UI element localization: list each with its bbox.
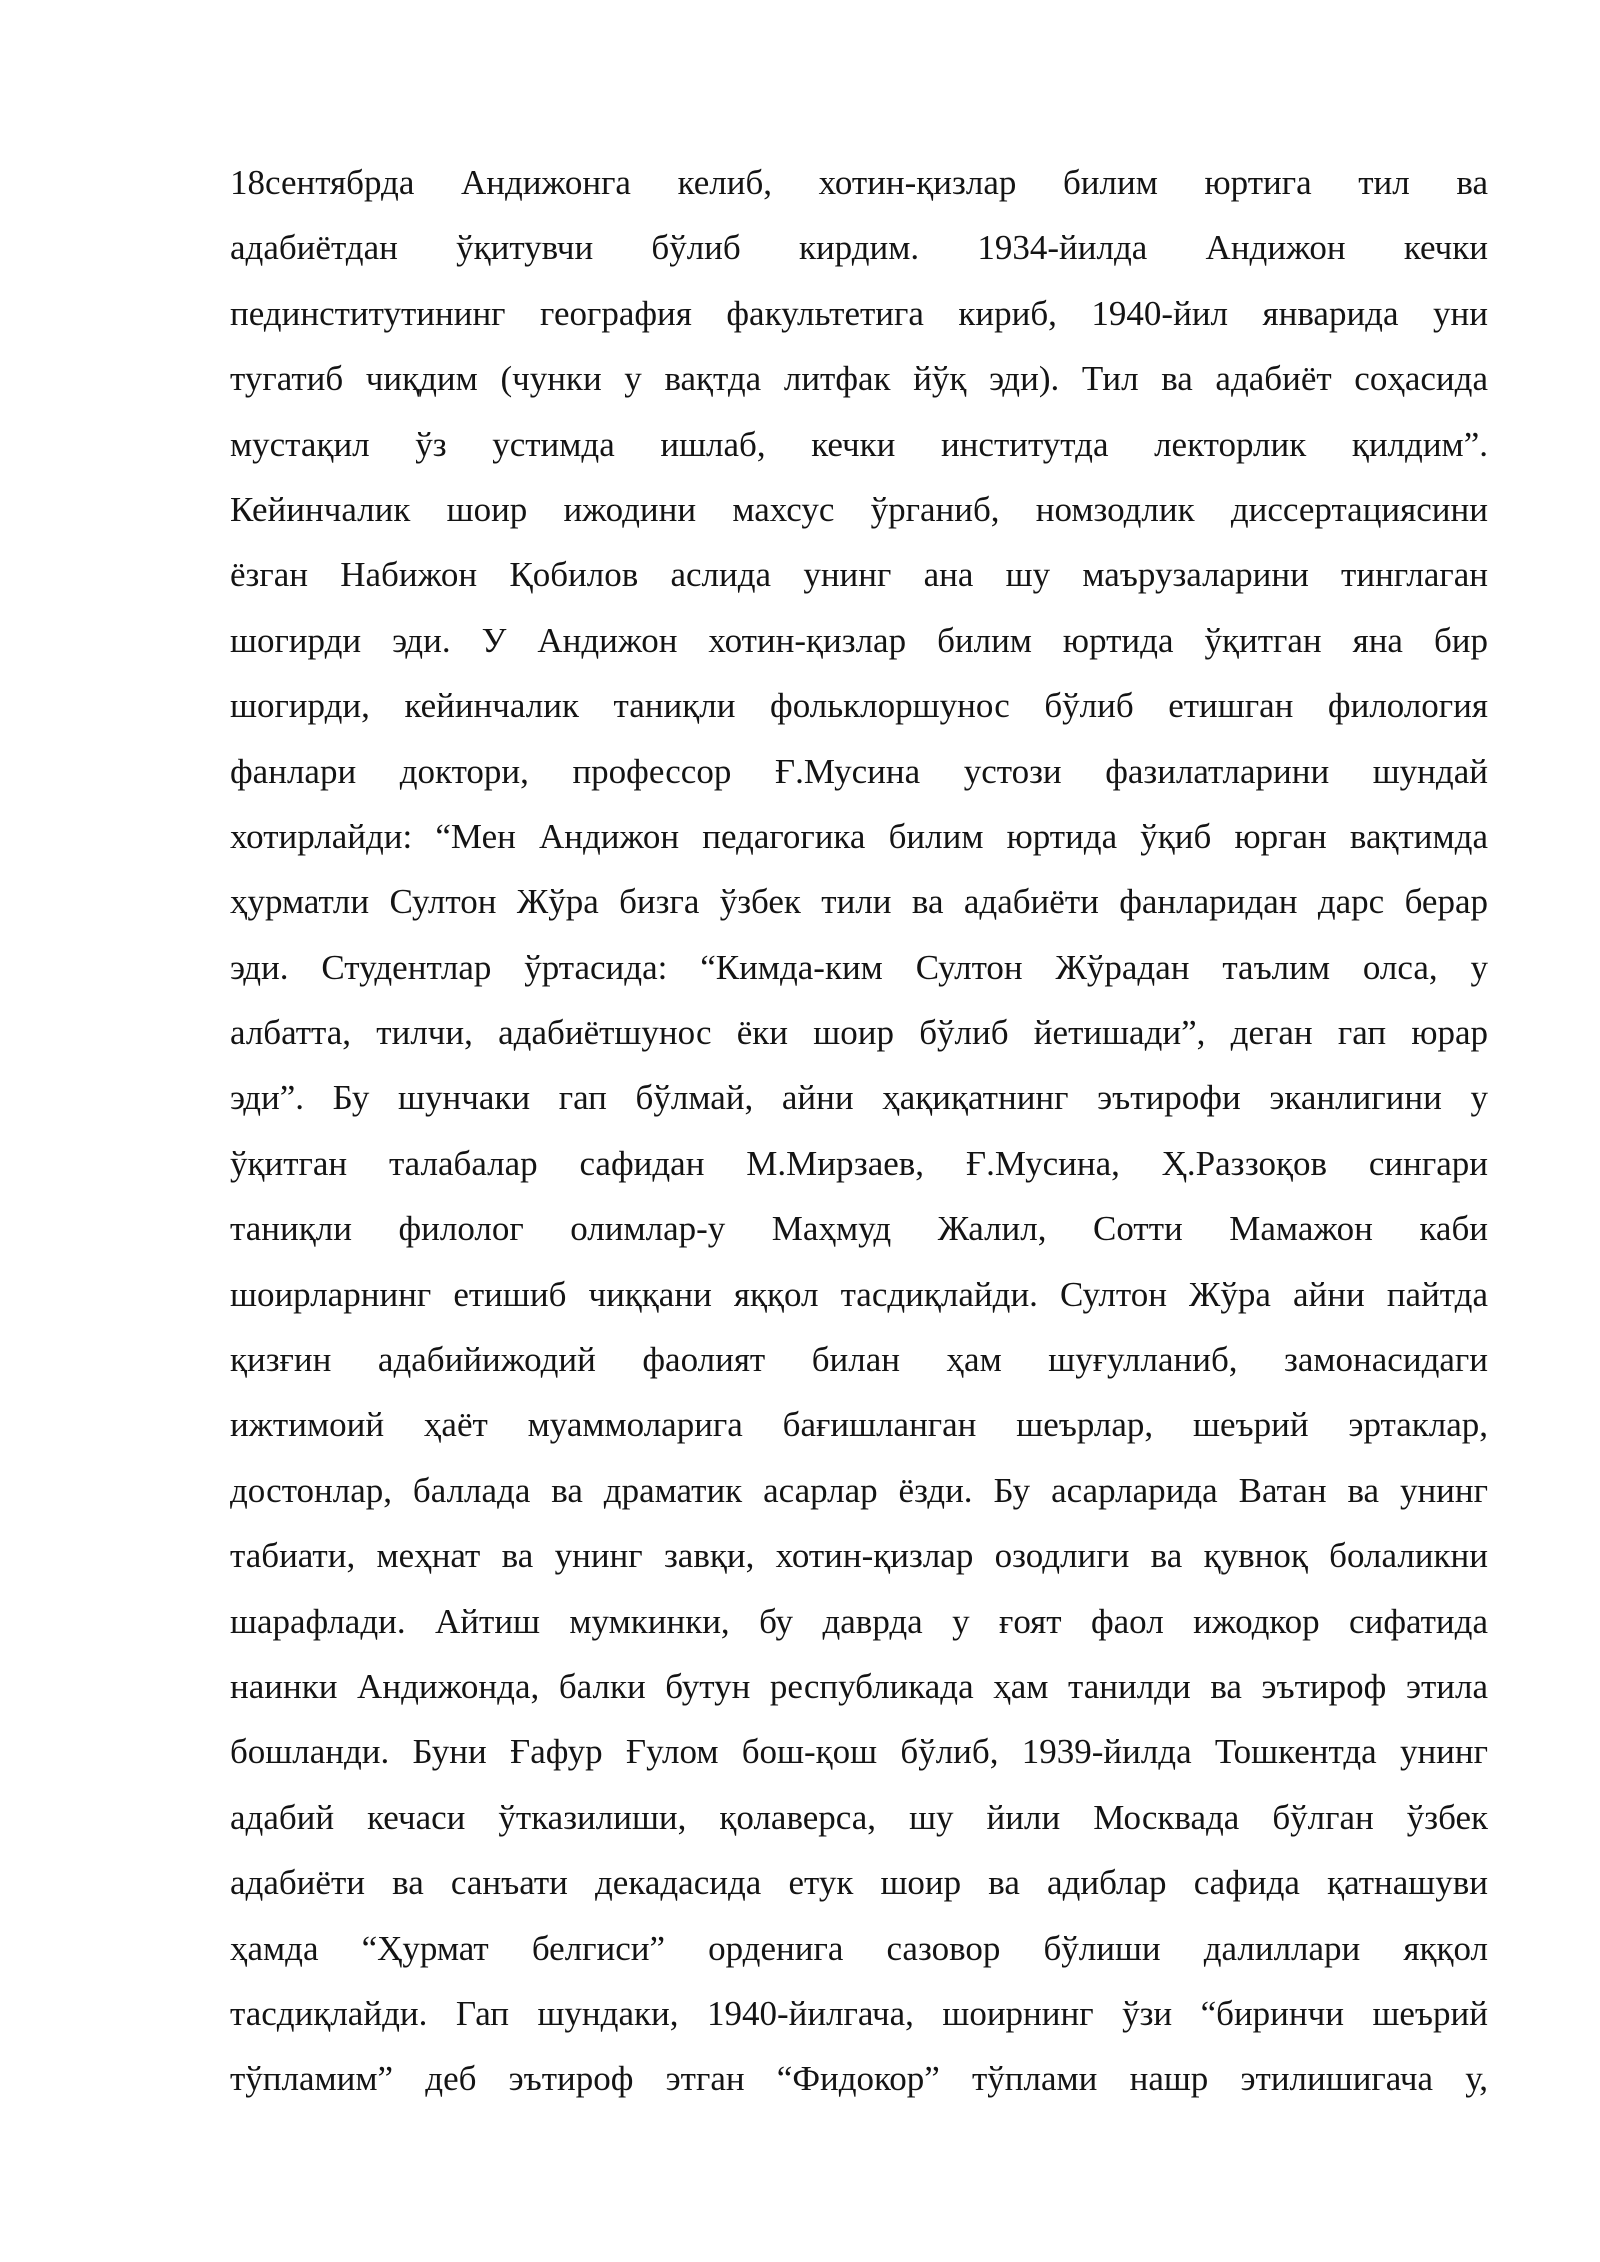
text-line-12: ҳурматли Султон Жўра бизга ўзбек тили ва адабиёти фанларидан дарс берар (230, 882, 1488, 922)
text-line-17: таниқли филолог олимлар-у Маҳмуд Жалил, Сотти Мамажон каби (230, 1209, 1488, 1249)
text-line-29: тасдиқлайди. Гап шундаки, 1940-йилгача, шоирнинг ўзи “биринчи шеърий (230, 1993, 1488, 2033)
text-line-27: адабиёти ва санъати декадасида етук шоир ва адиблар сафида қатнашуви (230, 1863, 1488, 1903)
text-line-2: адабиётдан ўқитувчи бўлиб кирдим. 1934-йилда Андижон кечки (230, 228, 1488, 268)
text-line-16: ўқитган талабалар сафидан М.Мирзаев, Ғ.Мусина, Ҳ.Раззоқов сингари (230, 1143, 1488, 1183)
text-line-22: табиати, меҳнат ва унинг завқи, хотин-қизлар озодлиги ва қувноқ болаликни (230, 1536, 1488, 1576)
text-line-11: хотирлайди: “Мен Андижон педагогика билим юртида ўқиб юрган вақтимда (230, 816, 1488, 856)
text-line-21: достонлар, баллада ва драматик асарлар ёзди. Бу асарларида Ватан ва унинг (230, 1470, 1488, 1510)
text-line-10: фанлари доктори, профессор Ғ.Мусина устози фазилатларини шундай (230, 751, 1488, 791)
text-line-30: тўпламим” деб эътироф этган “Фидокор” тўплами нашр этилишигача у, (230, 2059, 1488, 2099)
text-line-19: қизғин адабийижодий фаолият билан ҳам шуғулланиб, замонасидаги (230, 1340, 1488, 1380)
text-line-28: ҳамда “Ҳурмат белгиси” орденига сазовор бўлиши далиллари яққол (230, 1928, 1488, 1968)
text-line-9: шогирди, кейинчалик таниқли фольклоршунос бўлиб етишган филология (230, 686, 1488, 726)
text-line-18: шоирларнинг етишиб чиққани яққол тасдиқлайди. Султон Жўра айни пайтда (230, 1274, 1488, 1314)
text-line-24: наинки Андижонда, балки бутун республикада ҳам танилди ва эътироф этила (230, 1666, 1488, 1706)
text-line-4: тугатиб чиқдим (чунки у вақтда литфак йўқ эди). Тил ва адабиёт соҳасида (230, 359, 1488, 399)
text-line-8: шогирди эди. У Андижон хотин-қизлар билим юртида ўқитган яна бир (230, 620, 1488, 660)
text-line-26: адабий кечаси ўтказилиши, қолаверса, шу йили Москвада бўлган ўзбек (230, 1797, 1488, 1837)
text-line-5: мустақил ўз устимда ишлаб, кечки институтда лекторлик қилдим”. (230, 424, 1488, 464)
text-line-13: эди. Студентлар ўртасида: “Кимда-ким Султон Жўрадан таълим олса, у (230, 947, 1488, 987)
text-line-15: эди”. Бу шунчаки гап бўлмай, айни ҳақиқатнинг эътирофи эканлигини у (230, 1078, 1488, 1118)
text-line-23: шарафлади. Айтиш мумкинки, бу даврда у ғоят фаол ижодкор сифатида (230, 1601, 1488, 1641)
text-line-25: бошланди. Буни Ғафур Ғулом бош-қош бўлиб, 1939-йилда Тошкентда унинг (230, 1732, 1488, 1772)
text-line-1: 18сентябрда Андижонга келиб, хотин-қизлар билим юртига тил ва (230, 163, 1488, 202)
text-line-20: ижтимоий ҳаёт муаммоларига бағишланган шеърлар, шеърий эртаклар, (230, 1405, 1488, 1445)
text-line-6: Кейинчалик шоир ижодини махсус ўрганиб, номзодлик диссертациясини (230, 489, 1488, 529)
text-line-14: албатта, тилчи, адабиётшунос ёки шоир бўлиб йетишади”, деган гап юрар (230, 1013, 1488, 1053)
body-text (230, 150, 1488, 2112)
text-line-7: ёзган Набижон Қобилов аслида унинг ана шу маърузаларини тинглаган (230, 555, 1488, 595)
text-line-3: пединститутининг география факультетига кириб, 1940-йил январида уни (230, 293, 1488, 333)
